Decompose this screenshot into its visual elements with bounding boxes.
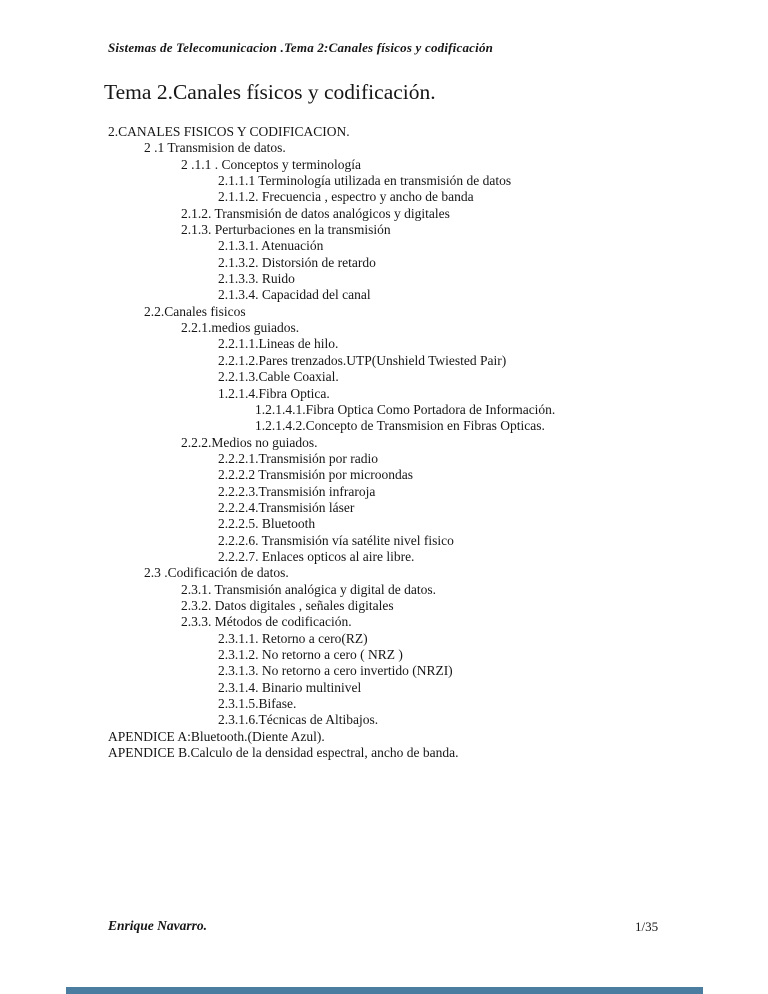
page-title: Tema 2.Canales físicos y codificación. [104, 80, 436, 104]
toc-item: 2.3.1. Transmisión analógica y digital de datos. [181, 581, 436, 597]
toc-item: 2.3.1.6.Técnicas de Altibajos. [218, 712, 379, 728]
toc-item: 2.1.1.1 Terminología utilizada en transmisión de datos [218, 173, 512, 189]
toc-item: 1.2.1.4.2.Concepto de Transmision en Fibras Opticas. [255, 418, 545, 434]
toc-item: 2.3.1.4. Binario multinivel [218, 679, 362, 695]
toc-item: 2.1.1.2. Frecuencia , espectro y ancho de banda [218, 189, 474, 205]
toc-item: 2.2.1.1.Lineas de hilo. [218, 336, 339, 352]
toc-item: 2.CANALES FISICOS Y CODIFICACION. [108, 124, 350, 139]
toc-item: 2.1.2. Transmisión de datos analógicos y digitales [181, 205, 450, 221]
toc-item: 2.2.1.medios guiados. [181, 320, 300, 336]
toc-item: 2.3.1.2. No retorno a cero ( NRZ ) [218, 647, 403, 662]
toc-item: 1.2.1.4.1.Fibra Optica Como Portadora de Información. [255, 401, 556, 417]
toc-item: 2.3.1.1. Retorno a cero(RZ) [218, 630, 368, 646]
toc-item: 2.2.2.Medios no guiados. [181, 434, 318, 450]
toc-item: 2 .1.1 . Conceptos y terminología [181, 156, 361, 172]
toc-item: 1.2.1.4.Fibra Optica. [218, 385, 330, 401]
toc-item: 2.2.1.2.Pares trenzados.UTP(Unshield Twiested Pair) [218, 352, 507, 368]
toc-list [108, 124, 728, 761]
toc-item: 2.2.2.3.Transmisión infraroja [218, 483, 376, 499]
toc-item: 2.3.3. Métodos de codificación. [181, 614, 352, 630]
toc-item: 2.2.Canales fisicos [144, 303, 246, 319]
toc-item: 2.1.3.2. Distorsión de retardo [218, 254, 376, 270]
toc-item: APENDICE A:Bluetooth.(Diente Azul). [108, 728, 325, 744]
toc-item: 2 .1 Transmision de datos. [144, 140, 286, 156]
running-header: Sistemas de Telecomunicacion .Tema 2:Canales físicos y codificación [108, 40, 494, 55]
toc-item: 2.2.1.3.Cable Coaxial. [218, 369, 339, 385]
toc-item: 2.3.1.5.Bifase. [218, 696, 297, 712]
toc-item: 2.1.3.4. Capacidad del canal [218, 287, 371, 303]
toc-item: 2.1.3.1. Atenuación [218, 238, 324, 254]
toc-item: 2.2.2.6. Transmisión vía satélite nivel fisico [218, 532, 454, 548]
toc-item: 2.3.1.3. No retorno a cero invertido (NRZI) [218, 663, 453, 679]
footer-author: Enrique Navarro. [108, 918, 208, 933]
toc-item: 2.3 .Codificación de datos. [144, 565, 289, 581]
toc-item: 2.2.2.2 Transmisión por microondas [218, 467, 414, 483]
bottom-bar-decoration [66, 987, 703, 994]
toc-item: 2.2.2.4.Transmisión láser [218, 499, 355, 515]
toc-item: 2.2.2.5. Bluetooth [218, 516, 316, 532]
toc-item: 2.1.3. Perturbaciones en la transmisión [181, 222, 391, 238]
toc-item: APENDICE B.Calculo de la densidad espectral, ancho de banda. [108, 745, 459, 761]
toc-item: 2.2.2.1.Transmisión por radio [218, 450, 379, 466]
toc-item: 2.2.2.7. Enlaces opticos al aire libre. [218, 548, 415, 564]
toc-item: 2.3.2. Datos digitales , señales digitales [181, 597, 394, 613]
footer-page-number: 1/35 [635, 919, 659, 934]
toc-item: 2.1.3.3. Ruido [218, 271, 295, 287]
